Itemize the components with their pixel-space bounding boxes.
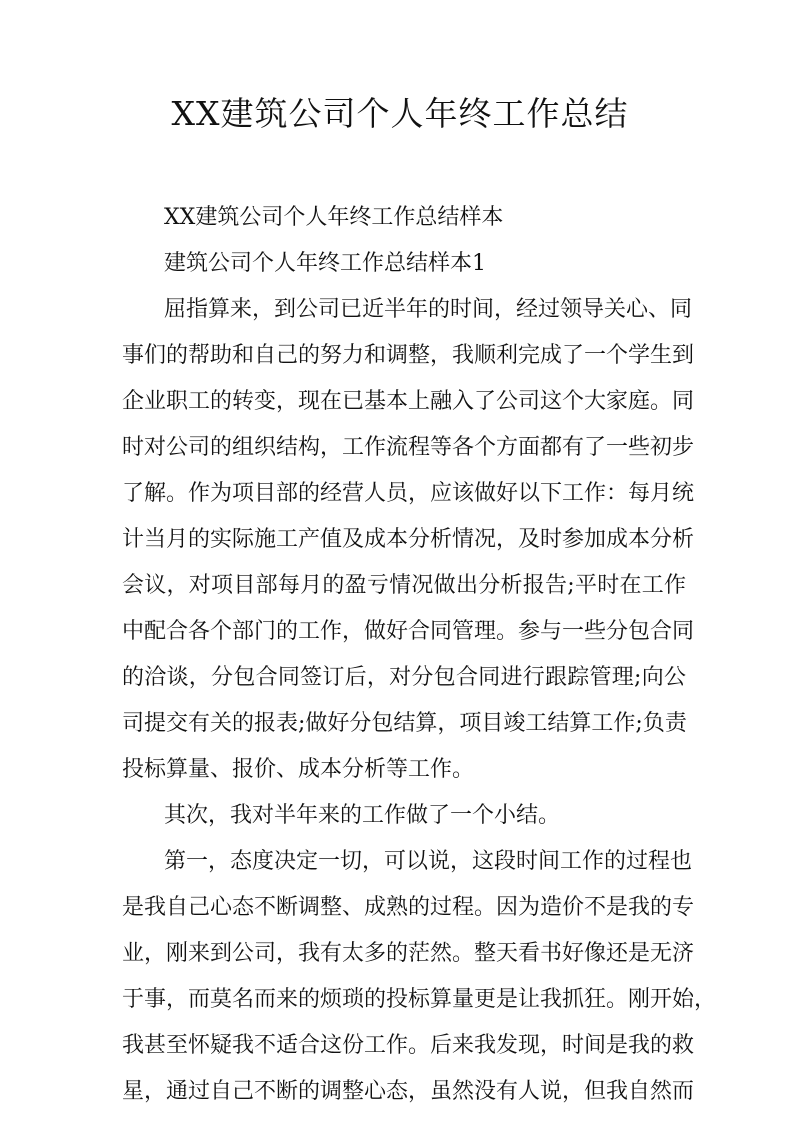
text-line: 于事，而莫名而来的烦琐的投标算量更是让我抓狂。刚开始， (122, 987, 717, 1012)
text-line: 星，通过自己不断的调整心态，虽然没有人说，但我自然而 (122, 1079, 695, 1104)
text-line: 事们的帮助和自己的努力和调整，我顺利完成了一个学生到 (122, 343, 695, 368)
text-line: 时对公司的组织结构，工作流程等各个方面都有了一些初步 (122, 435, 695, 460)
text-line: 企业职工的转变，现在已基本上融入了公司这个大家庭。同 (122, 389, 695, 414)
text-line: 其次，我对半年来的工作做了一个小结。 (164, 803, 561, 828)
document-body (122, 195, 717, 1115)
paragraph-attitude (122, 839, 717, 1115)
paragraph-summary-intro (122, 793, 686, 839)
text-line: 计当月的实际施工产值及成本分析情况，及时参加成本分析 (122, 527, 695, 552)
text-line: 了解。作为项目部的经营人员，应该做好以下工作：每月统 (122, 481, 695, 506)
text-line: 是我自己心态不断调整、成熟的过程。因为造价不是我的专 (122, 895, 695, 920)
text-line: 司提交有关的报表;做好分包结算，项目竣工结算工作;负责 (122, 711, 687, 736)
text-line: 我甚至怀疑我不适合这份工作。后来我发现，时间是我的救 (122, 1033, 695, 1058)
paragraph-intro (122, 287, 695, 793)
text-line: 的洽谈，分包合同签订后，对分包合同进行跟踪管理;向公 (122, 665, 686, 690)
document-subtitle: XX建筑公司个人年终工作总结样本 (164, 205, 504, 230)
sample-heading: 建筑公司个人年终工作总结样本1 (164, 251, 486, 276)
text-line: 投标算量、报价、成本分析等工作。 (122, 757, 475, 782)
text-line: 屈指算来，到公司已近半年的时间，经过领导关心、同 (164, 297, 693, 322)
text-line: 业，刚来到公司，我有太多的茫然。整天看书好像还是无济 (122, 941, 695, 966)
text-line: 第一，态度决定一切，可以说，这段时间工作的过程也 (164, 849, 693, 874)
text-line: 会议，对项目部每月的盈亏情况做出分析报告;平时在工作 (122, 573, 686, 598)
document-title: XX建筑公司个人年终工作总结 (171, 94, 629, 133)
text-line: 中配合各个部门的工作，做好合同管理。参与一些分包合同 (122, 619, 695, 644)
